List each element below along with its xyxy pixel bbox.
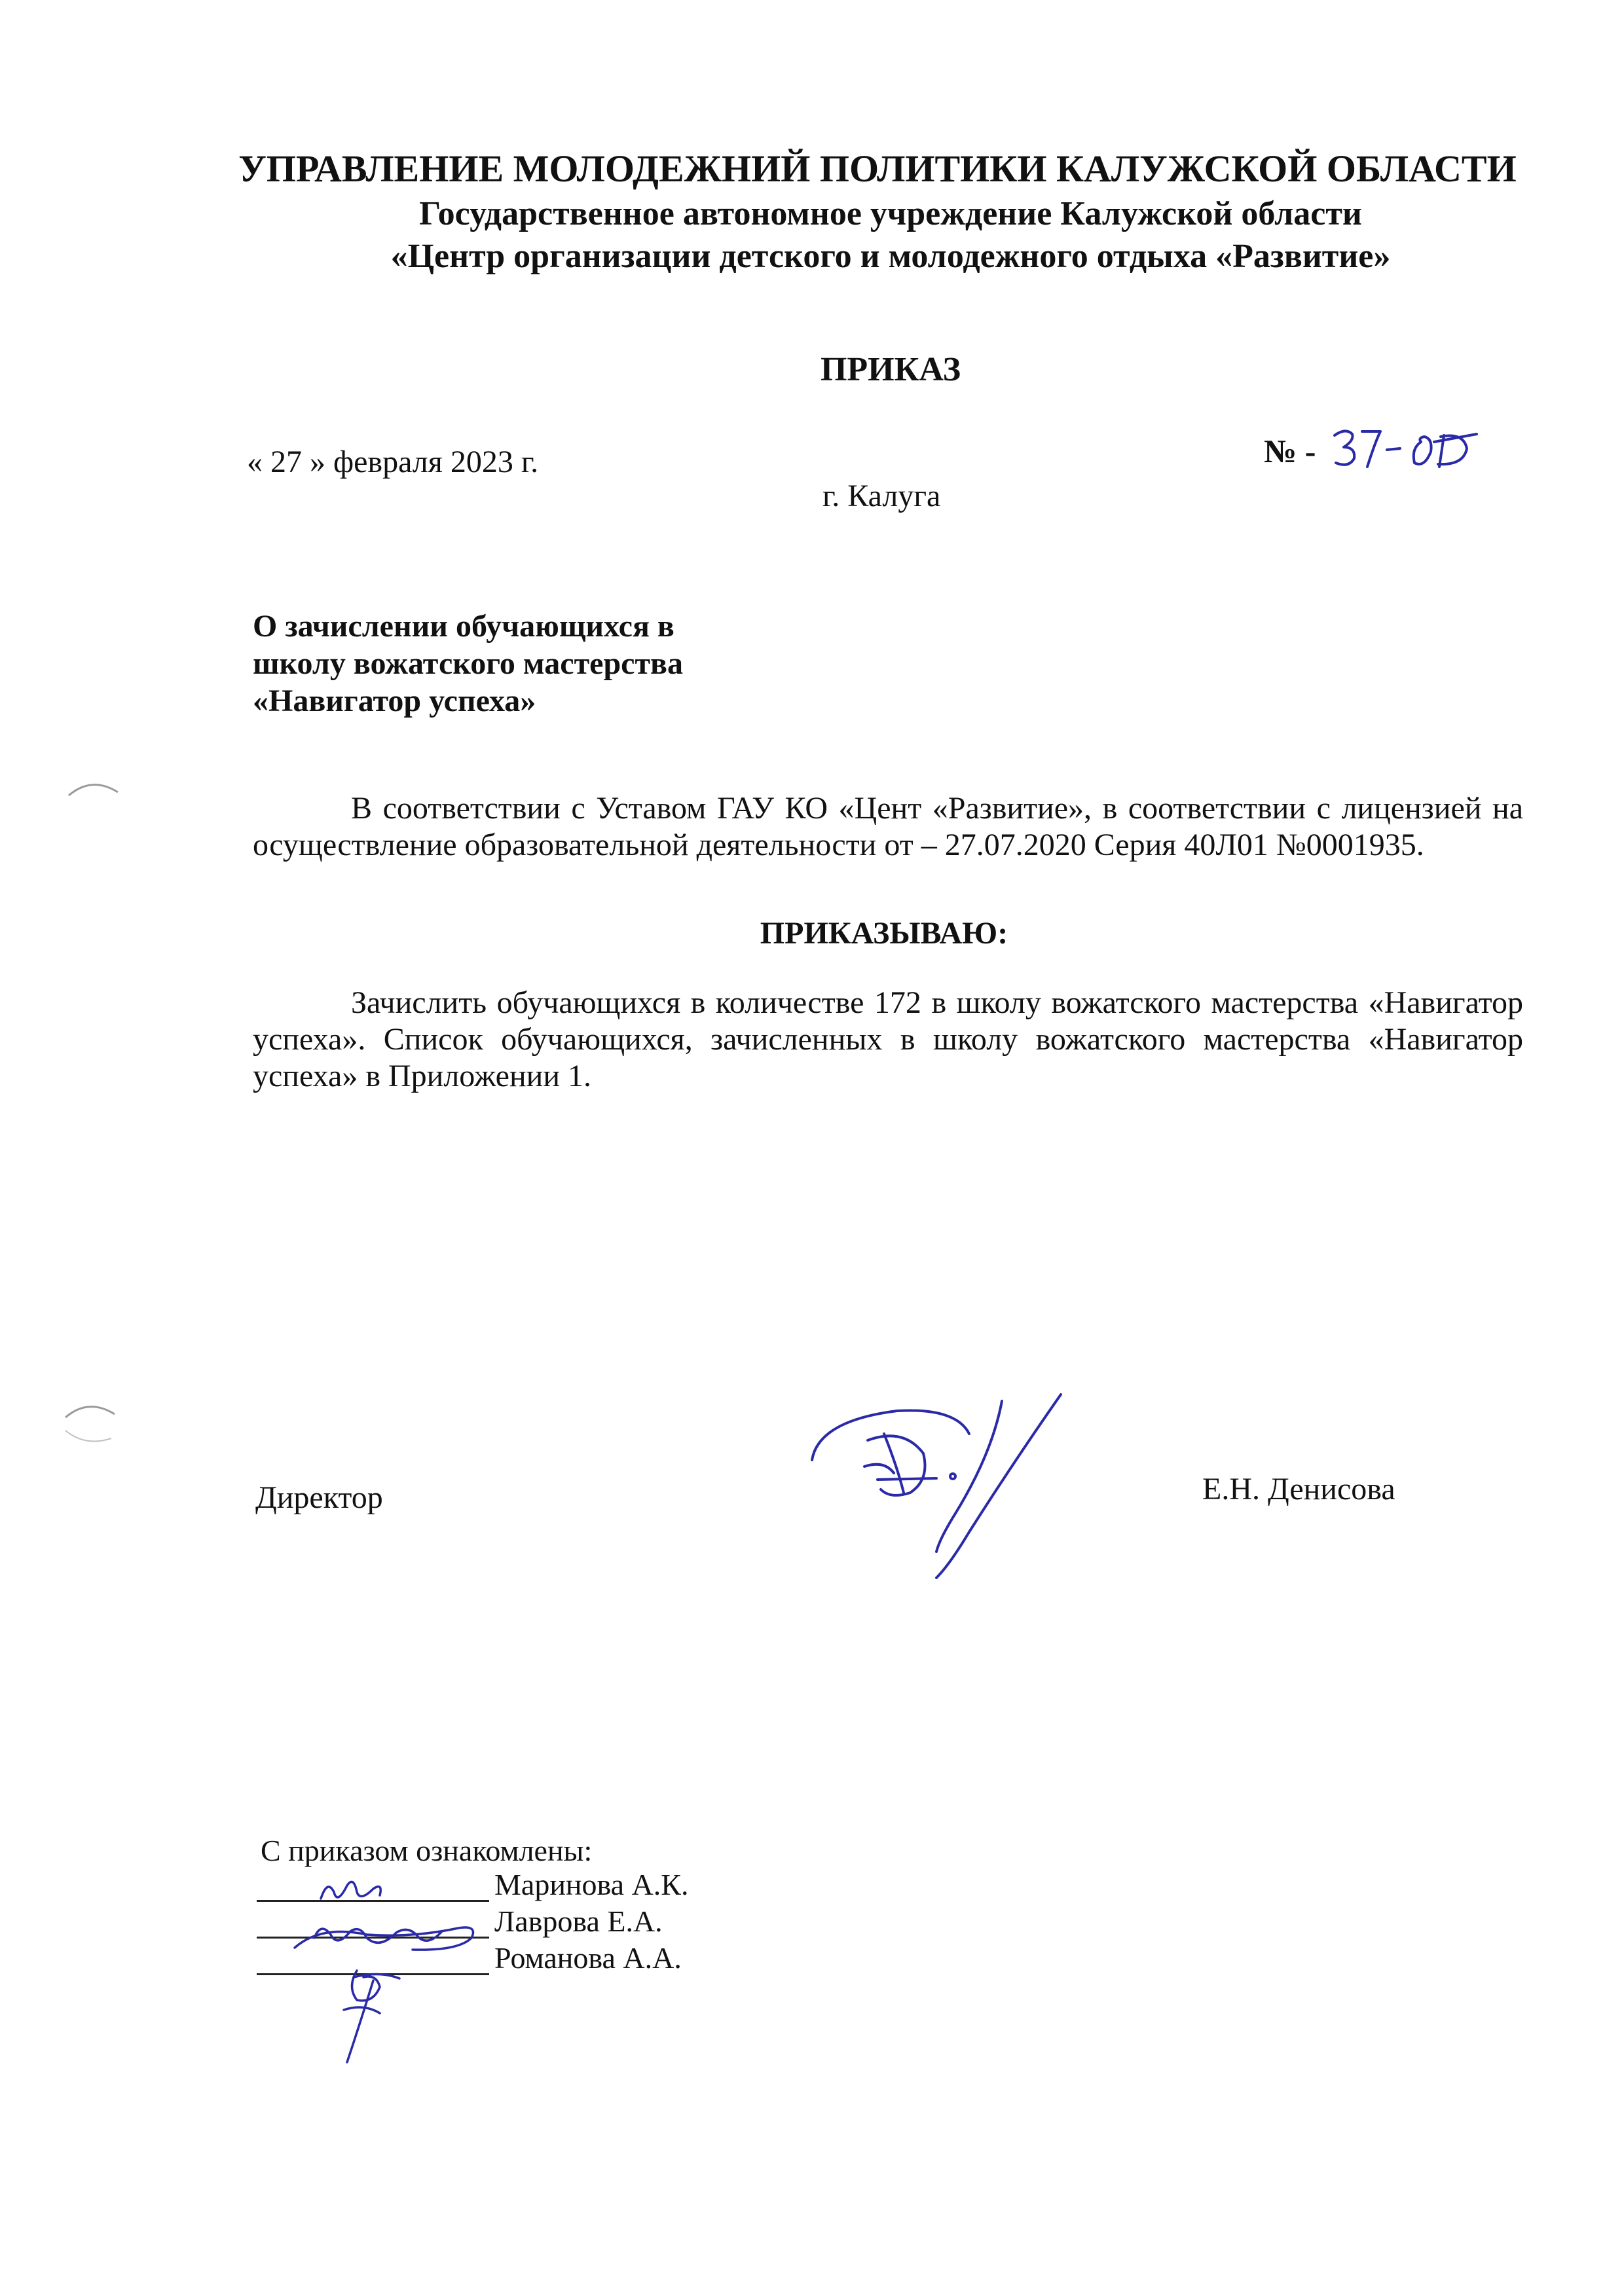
director-signature	[805, 1381, 1087, 1591]
punch-hole-mark	[62, 1398, 121, 1450]
acknowledged-person: Маринова А.К.	[494, 1868, 689, 1901]
staff-signatures	[282, 1872, 504, 2069]
signatory-role: Директор	[255, 1480, 383, 1515]
order-heading: ПРИКАЗЫВАЮ:	[760, 916, 1008, 951]
order-city: г. Калуга	[822, 479, 941, 513]
signatory-name: Е.Н. Денисова	[1202, 1472, 1395, 1506]
order-subject-line: О зачислении обучающихся в	[253, 609, 674, 644]
org-header-subtitle: Государственное автономное учреждение Калужской области	[419, 195, 1362, 232]
preamble-paragraph: В соответствии с Уставом ГАУ КО «Цент «Развитие», в соответствии с лицензией на осуществление образовательной деятельности от – 27.07.2020 Серия 40Л01 №0001935.	[253, 791, 1523, 862]
acknowledged-person: Романова А.А.	[494, 1941, 682, 1975]
org-header-name: «Центр организации детского и молодежного отдыха «Развитие»	[390, 238, 1391, 275]
order-subject	[253, 608, 683, 720]
order-paragraph: Зачислить обучающихся в количестве 172 в школу вожатского мастерства «Навигатор успеха». Список обучающихся, зачисленных в школу вожатского мастерства «Навигатор успеха» в Приложении 1.	[253, 985, 1523, 1093]
order-date: « 27 » февраля 2023 г.	[247, 445, 539, 479]
handwritten-order-number	[1329, 422, 1486, 475]
order-subject-line: «Навигатор успеха»	[253, 683, 536, 718]
order-subject-line: школу вожатского мастерства	[253, 646, 683, 681]
org-header-title: УПРАВЛЕНИЕ МОЛОДЕЖНИЙ ПОЛИТИКИ КАЛУЖСКОЙ ОБЛАСТИ	[238, 147, 1517, 190]
acknowledgement-title: С приказом ознакомлены:	[261, 1834, 593, 1867]
document-type: ПРИКАЗ	[820, 351, 961, 388]
acknowledged-person: Лаврова Е.А.	[494, 1904, 663, 1938]
order-number-label: № -	[1264, 433, 1316, 469]
punch-hole-mark	[65, 776, 124, 802]
